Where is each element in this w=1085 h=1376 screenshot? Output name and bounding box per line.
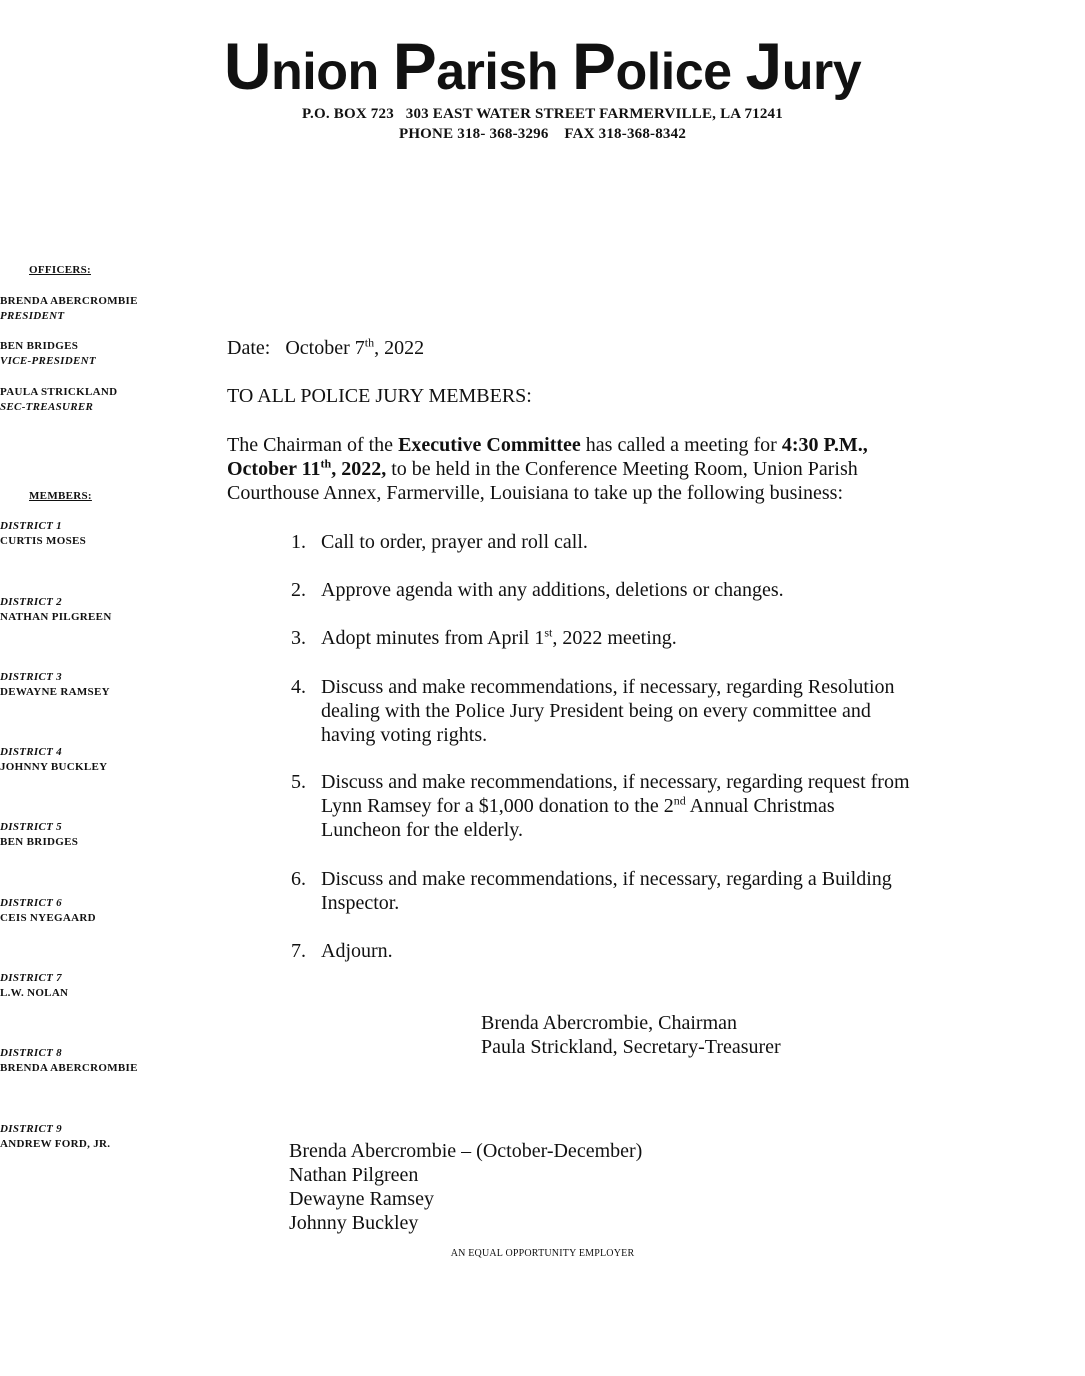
member-district-9 [0, 1122, 110, 1152]
district-label: DISTRICT 2 [0, 596, 62, 608]
member-district-1 [0, 519, 86, 549]
agenda-number: 5. [291, 771, 306, 793]
district-label: DISTRICT 3 [0, 671, 62, 683]
intro-line-1: The Chairman of the Executive Committee has called a meeting for 4:30 P.M., [227, 434, 868, 456]
signature-chairman: Brenda Abercrombie, Chairman [481, 1012, 738, 1034]
agenda-text: Adopt minutes from April 1st, 2022 meeting. [321, 625, 677, 649]
officer-name: PAULA STRICKLAND [0, 386, 118, 398]
agenda-number: 4. [291, 676, 306, 698]
district-label: DISTRICT 1 [0, 520, 62, 532]
officer-vice-president [0, 339, 96, 369]
member-name: L.W. NOLAN [0, 987, 69, 999]
member-district-8 [0, 1046, 138, 1076]
letterhead-title [0, 24, 1085, 114]
officer-name: BEN BRIDGES [0, 340, 79, 352]
agenda-text: Adjourn. [321, 940, 393, 962]
member-district-4 [0, 745, 107, 775]
meeting-intro [227, 433, 967, 505]
title-word-police: Police [572, 29, 746, 103]
officer-name: BRENDA ABERCROMBIE [0, 295, 138, 307]
district-label: DISTRICT 9 [0, 1123, 62, 1135]
committee-name: Executive Committee [398, 434, 581, 456]
officer-role: VICE-PRESIDENT [0, 355, 96, 367]
intro-line-3: Courthouse Annex, Farmerville, Louisiana to take up the following business: [227, 482, 844, 504]
member-name: BRENDA ABERCROMBIE [0, 1062, 138, 1074]
member-name: DEWAYNE RAMSEY [0, 686, 110, 698]
member-district-2 [0, 595, 112, 625]
intro-line-2: October 11th, 2022, to be held in the Conference Meeting Room, Union Parish [227, 456, 858, 480]
committee-member: Nathan Pilgreen [289, 1164, 419, 1186]
officer-role: SEC-TREASURER [0, 401, 94, 413]
letterhead-phone: PHONE 318- 368-3296 FAX 318-368-8342 [398, 126, 687, 142]
salutation: TO ALL POLICE JURY MEMBERS: [227, 385, 532, 407]
agenda-number: 7. [291, 940, 306, 962]
agenda-number: 1. [291, 531, 306, 553]
date-value: October 7th, 2022 [285, 335, 425, 359]
member-name: JOHNNY BUCKLEY [0, 761, 108, 773]
member-name: CURTIS MOSES [0, 535, 87, 547]
member-name: NATHAN PILGREEN [0, 611, 112, 623]
officer-president [0, 294, 138, 324]
member-name: BEN BRIDGES [0, 836, 79, 848]
member-district-6 [0, 896, 96, 926]
title-word-jury: Jury [745, 29, 862, 103]
agenda-text: Call to order, prayer and roll call. [321, 531, 588, 553]
date-label: Date: [227, 337, 271, 359]
meeting-date: October 11th, 2022, [227, 456, 387, 480]
officer-sec-treasurer [0, 385, 117, 415]
member-district-5 [0, 820, 78, 850]
committee-member: Brenda Abercrombie – (October-December) [289, 1140, 643, 1162]
signature-block [481, 1011, 781, 1059]
member-name: ANDREW FORD, JR. [0, 1138, 111, 1150]
notice-date [227, 336, 424, 360]
member-district-7 [0, 971, 68, 1001]
officers-heading: OFFICERS: [29, 264, 91, 276]
district-label: DISTRICT 4 [0, 746, 62, 758]
title-word-union: Union [223, 29, 393, 103]
committee-members-list [289, 1139, 642, 1235]
agenda-text: Discuss and make recommendations, if necessary, regarding request from Lynn Ramsey for a $1,000 donation to the 2nd Annual Christmas Luncheon for the elderly. [321, 771, 910, 841]
letterhead-address: P.O. BOX 723 303 EAST WATER STREET FARMERVILLE, LA 71241 [302, 106, 783, 122]
agenda-number: 6. [291, 868, 306, 890]
district-label: DISTRICT 8 [0, 1047, 62, 1059]
committee-member: Johnny Buckley [289, 1212, 419, 1234]
footer-equal-opportunity: AN EQUAL OPPORTUNITY EMPLOYER [450, 1248, 635, 1259]
member-district-3 [0, 670, 110, 700]
district-label: DISTRICT 5 [0, 821, 62, 833]
signature-secretary: Paula Strickland, Secretary-Treasurer [481, 1036, 781, 1058]
district-label: DISTRICT 6 [0, 897, 62, 909]
agenda-number: 2. [291, 579, 306, 601]
meeting-time: 4:30 P.M., [781, 434, 868, 456]
agenda-number: 3. [291, 627, 306, 649]
district-label: DISTRICT 7 [0, 972, 62, 984]
agenda-text: Discuss and make recommendations, if necessary, regarding Resolution dealing with the Police Jury President being on every committee and having voting rights. [321, 676, 895, 746]
agenda-text: Discuss and make recommendations, if necessary, regarding a Building Inspector. [321, 868, 892, 914]
agenda-text: Approve agenda with any additions, deletions or changes. [321, 579, 784, 601]
member-name: CEIS NYEGAARD [0, 912, 96, 924]
committee-member: Dewayne Ramsey [289, 1188, 434, 1210]
title-word-parish: Parish [392, 29, 572, 103]
officer-role: PRESIDENT [0, 310, 65, 322]
members-heading: MEMBERS: [29, 490, 92, 502]
